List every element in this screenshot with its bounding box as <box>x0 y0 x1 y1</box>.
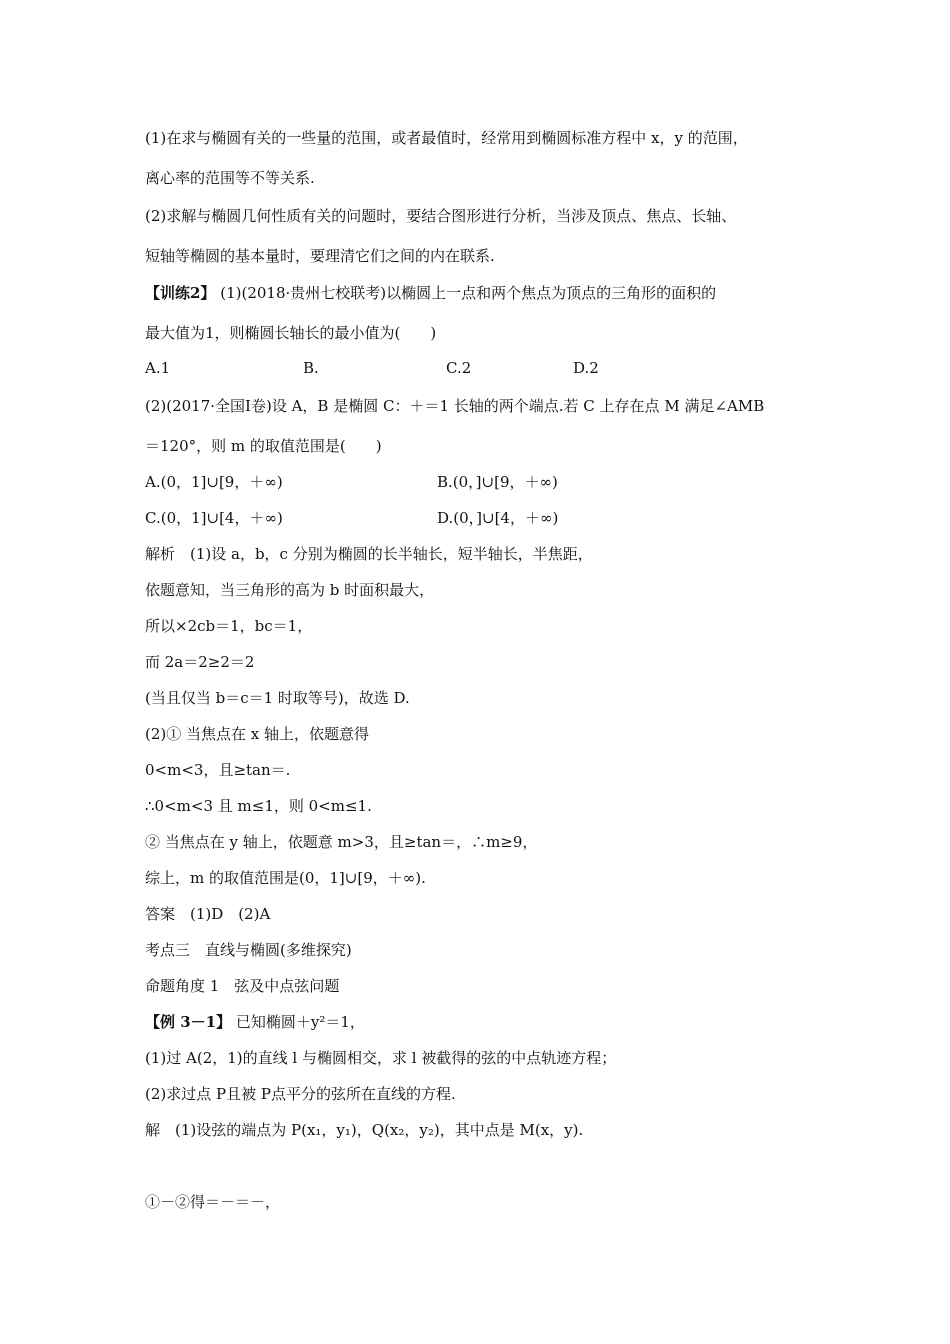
example-solution-line2: ①－②得＝－＝－， <box>145 1193 281 1211</box>
solution-line: 依题意知，当三角形的高为 b 时面积最大， <box>145 581 435 599</box>
example-solution-line1: 解 (1)设弦的端点为 P(x₁，y₁)，Q(x₂，y₂)，其中点是 M(x，y). <box>145 1121 584 1139</box>
q1-option-b: B. <box>303 359 319 377</box>
example-tag: 【例 3－1】 <box>145 1013 232 1031</box>
answer-line: 答案 (1)D (2)A <box>145 905 271 923</box>
example-q1: (1)过 A(2，1)的直线 l 与椭圆相交，求 l 被截得的弦的中点轨迹方程； <box>145 1049 617 1067</box>
summary-p1-line1: (1)在求与椭圆有关的一些量的范围，或者最值时，经常用到椭圆标准方程中 x，y 的范围， <box>145 129 748 147</box>
solution-line: ∴0<m<3 且 m≤1，则 0<m≤1. <box>145 797 372 815</box>
solution-line: (2)① 当焦点在 x 轴上，依题意得 <box>145 725 370 743</box>
solution-line: 综上，m 的取值范围是(0，1]∪[9，＋∞). <box>145 869 426 887</box>
q2-option-a: A.(0，1]∪[9，＋∞) <box>145 473 283 491</box>
solution-line: 0<m<3，且≥tan＝. <box>145 761 291 779</box>
training-q1-line2: 最大值为1，则椭圆长轴长的最小值为( ) <box>145 324 437 342</box>
solution-line: (当且仅当 b＝c＝1 时取等号)，故选 D. <box>145 689 410 707</box>
example-intro: 已知椭圆＋y²＝1， <box>235 1013 365 1031</box>
solution-line: ② 当焦点在 y 轴上，依题意 m>3，且≥tan＝，∴m≥9， <box>145 833 538 851</box>
q2-option-b: B.(0，]∪[9，＋∞) <box>437 473 558 491</box>
q2-option-c: C.(0，1]∪[4，＋∞) <box>145 509 283 527</box>
solution-line: 所以×2cb＝1，bc＝1， <box>145 617 313 635</box>
training-q2-line2: ＝120°，则 m 的取值范围是( ) <box>145 437 382 455</box>
training-q1-text: (1)(2018·贵州七校联考)以椭圆上一点和两个焦点为顶点的三角形的面积的 <box>220 284 717 302</box>
solution-line: 解析 (1)设 a，b，c 分别为椭圆的长半轴长，短半轴长，半焦距， <box>145 545 593 563</box>
summary-p1-line2: 离心率的范围等不等关系. <box>145 169 315 187</box>
example-intro-line <box>145 1012 365 1032</box>
q1-option-c: C.2 <box>446 359 472 377</box>
q2-option-d: D.(0，]∪[4，＋∞) <box>437 509 559 527</box>
q1-option-d: D.2 <box>573 359 599 377</box>
example-q2: (2)求过点 P且被 P点平分的弦所在直线的方程. <box>145 1085 456 1103</box>
training-q2-line1: (2)(2017·全国Ⅰ卷)设 A，B 是椭圆 C：＋＝1 长轴的两个端点.若 C 上存在点 M 满足∠AMB <box>145 397 765 415</box>
training-tag: 【训练2】 <box>145 284 216 302</box>
q1-option-a: A.1 <box>145 359 171 377</box>
summary-p2-line1: (2)求解与椭圆几何性质有关的问题时，要结合图形进行分析，当涉及顶点、焦点、长轴、 <box>145 207 737 225</box>
section-subheading: 命题角度 1 弦及中点弦问题 <box>145 977 340 995</box>
summary-p2-line2: 短轴等椭圆的基本量时，要理清它们之间的内在联系. <box>145 247 495 265</box>
training-q1-line1 <box>145 283 716 303</box>
section-heading: 考点三 直线与椭圆(多维探究) <box>145 941 352 959</box>
solution-line: 而 2a＝2≥2＝2 <box>145 653 255 671</box>
